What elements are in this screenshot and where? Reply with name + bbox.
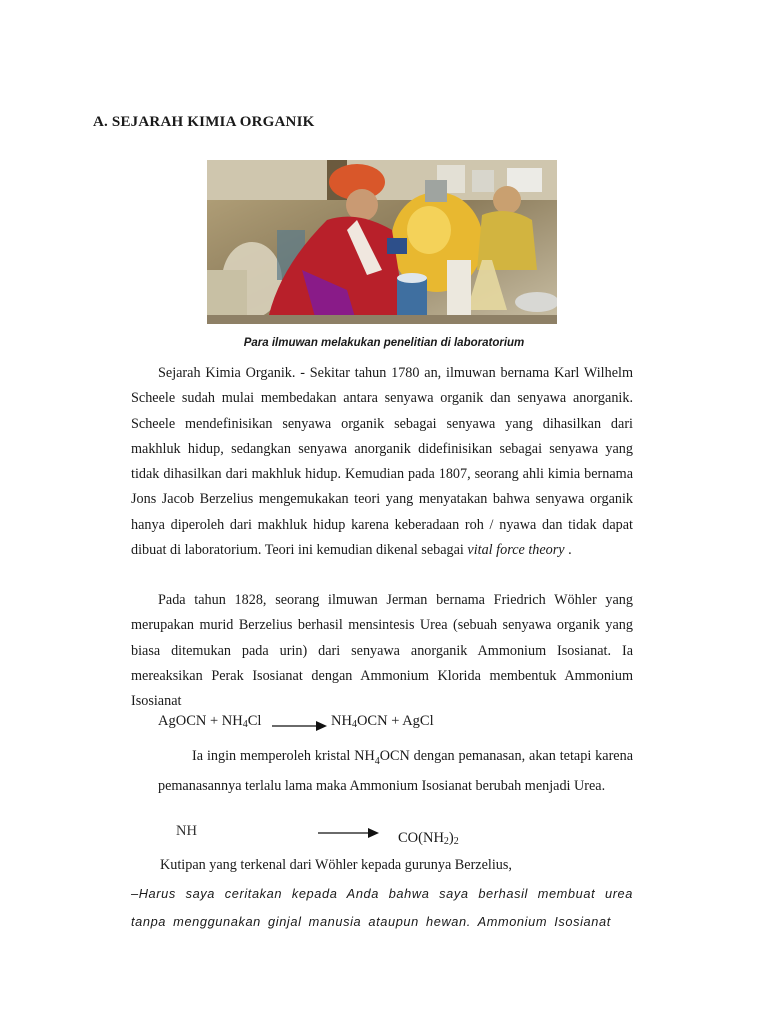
equation1-products: $NH_4OCN$ + AgCl xyxy=(331,713,434,730)
paragraph-wohler: Pada tahun 1828, seorang ilmuwan Jerman bernama Friedrich Wöhler yang merupakan murid Berzelius berhasil mensintesis Urea (sebuah senyawa organik yang biasa ditemukan pada urin) dari senyawa anorganik Ammonium Isosianat. Ia mereaksikan Perak Isosianat dengan Ammonium Klorida membentuk Ammonium Isosianat xyxy=(131,592,633,710)
reaction-arrow-icon xyxy=(318,826,380,840)
paragraph-history xyxy=(131,361,633,563)
section-heading: A. SEJARAH KIMIA ORGANIK xyxy=(93,114,315,130)
equation2-products: $CO(NH_2)_2$ xyxy=(398,830,459,847)
laboratory-illustration xyxy=(207,160,557,324)
equation2-reactants: NH xyxy=(176,823,197,839)
paragraph-urea: Ia ingin memperoleh kristal $NH_4OCN$ dengan pemanasan, akan tetapi karena pemanasannya terlalu lama maka Ammonium Isosianat berubah menjadi Urea. xyxy=(158,748,633,795)
paragraph-history-end: . xyxy=(564,542,572,559)
quote-intro: Kutipan yang terkenal dari Wöhler kepada gurunya Berzelius, xyxy=(160,857,512,873)
wohler-quote: –Harus saya ceritakan kepada Anda bahwa saya berhasil membuat urea tanpa menggunakan ginjal manusia ataupun hewan. Ammonium Isosianat xyxy=(131,886,633,929)
reaction-arrow-icon xyxy=(272,718,328,732)
figure-caption: Para ilmuwan melakukan penelitian di laboratorium xyxy=(243,337,525,349)
paragraph-history-text: Sejarah Kimia Organik. - Sekitar tahun 1780 an, ilmuwan bernama Karl Wilhelm Scheele sudah mulai membedakan antara senyawa organik dan senyawa anorganik. Scheele mendefinisikan senyawa organik sebagai senyawa yang dihasilkan dari makhluk hidup, sedangkan senyawa anorganik didefinisikan sebagai senyawa yang tidak dihasilkan dari makhluk hidup. Kemudian pada 1807, seorang ahli kimia bernama Jons Jacob Berzelius mengemukakan teori yang menyatakan bahwa senyawa organik hanya diperoleh dari makhluk hidup karena keberadaan roh / nyawa dan tidak dapat dibuat di laboratorium. Teori ini kemudian dikenal sebagai xyxy=(131,365,633,559)
equation1-reactants: AgOCN + $NH_4Cl$ xyxy=(158,713,262,730)
scientists-lab-image xyxy=(207,160,557,324)
vital-force-theory-term: vital force theory xyxy=(467,542,565,559)
